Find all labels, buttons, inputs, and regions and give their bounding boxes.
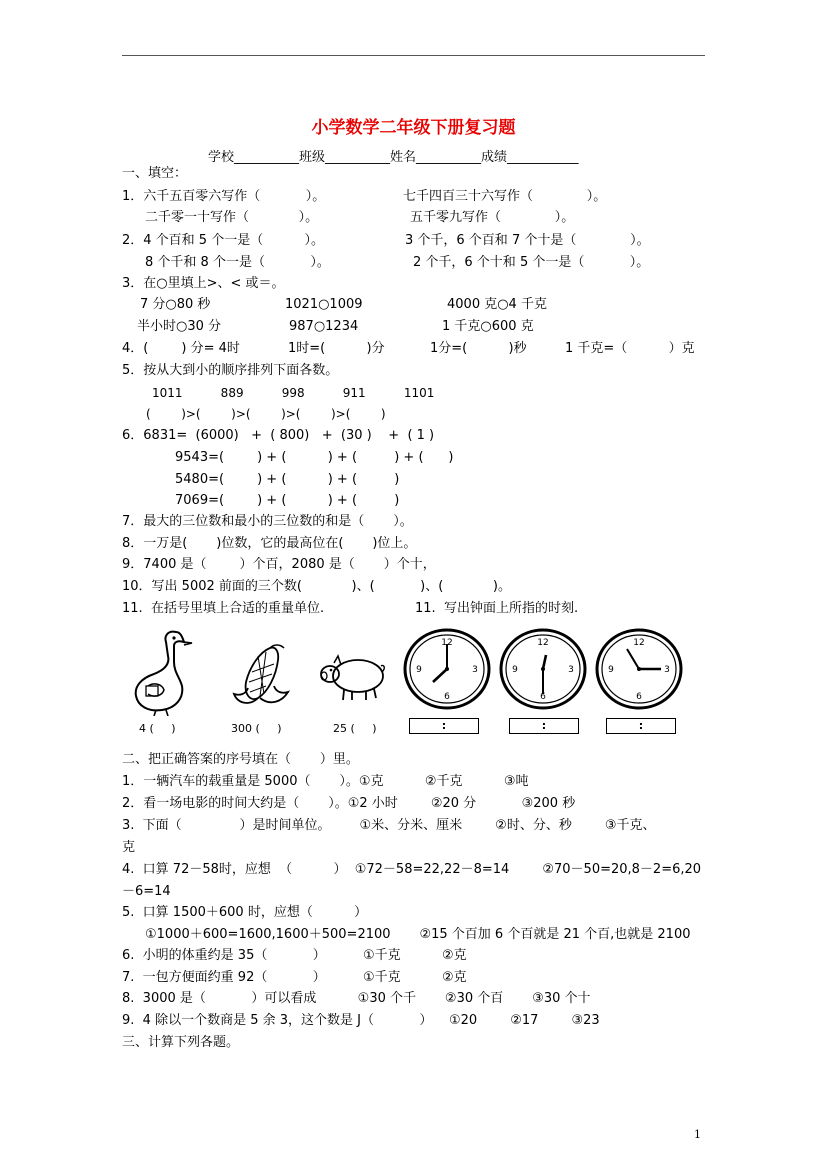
question-line: 6．6831= (6000) + ( 800) + (30 ) + ( 1 ) — [122, 428, 435, 443]
question-line: 1时=( )分 — [288, 341, 385, 356]
question-line: 9543=( ) + ( ) + ( ) + ( ) — [175, 450, 454, 465]
question-line: ①1000＋600=1600,1600＋500=2100 ②15 个百加 6 个百就是 21 个百,也就是 2100 — [145, 927, 691, 942]
svg-text:12: 12 — [441, 638, 453, 648]
question-line: 9. 4 除以一个数商是 5 余 3，这个数是 J（ ） ①20 ②17 ③23 — [122, 1013, 600, 1028]
question-line: 1．六千五百零六写作（ ）。 — [122, 189, 326, 204]
svg-text:12: 12 — [537, 638, 549, 648]
question-line: 6. 小明的体重约是 35（ ） ①千克 ②克 — [122, 948, 467, 963]
svg-text:3: 3 — [664, 665, 670, 675]
question-line: 987○1234 — [289, 319, 359, 334]
svg-text:9: 9 — [608, 665, 614, 675]
question-line: 4000 克○4 千克 — [447, 297, 547, 312]
question-line: 3．在○里填上>、< 或＝。 — [122, 276, 285, 291]
question-line: 1011 889 998 911 1101 — [152, 386, 435, 400]
question-line: 11. 在括号里填上合适的重量单位. — [122, 601, 325, 616]
question-line: 8 个千和 8 个一是（ ）。 — [145, 255, 330, 270]
question-line: 1 千克○600 克 — [442, 319, 534, 334]
question-line: 2．4 个百和 5 个一是（ ）。 — [122, 233, 325, 248]
question-line: 1．一辆汽车的载重量是 5000（ ）。①克 ②千克 ③吨 — [122, 774, 529, 789]
svg-text:9: 9 — [512, 665, 518, 675]
question-line: 七千四百三十六写作（ ）。 — [403, 189, 607, 204]
corn-icon — [230, 642, 292, 712]
question-line: 4. 口算 72－58时，应想 （ ） ①72－58=22,22－8=14 ②70－50=20,8－2=6,20 — [122, 862, 702, 877]
svg-text:9: 9 — [416, 665, 422, 675]
question-line: 4．( ) 分= 4时 — [122, 341, 240, 356]
student-info-line: 学校__________班级__________姓名__________成绩___________ — [208, 150, 579, 165]
svg-text:6: 6 — [540, 692, 546, 702]
pig-icon — [318, 648, 388, 706]
question-line: 8. 3000 是（ ）可以看成 ①30 个千 ②30 个百 ③30 个十 — [122, 991, 591, 1006]
question-line: 5．按从大到小的顺序排列下面各数。 — [122, 363, 339, 378]
section-heading: 一、填空： — [122, 166, 188, 181]
question-line: 9．7400 是（ ）个百，2080 是（ ）个十， — [122, 557, 436, 572]
question-line: 3 个千，6 个百和 7 个十是（ ）。 — [405, 233, 650, 248]
svg-text:6: 6 — [636, 692, 642, 702]
question-line: ( )>( )>( )>( )>( ) — [146, 407, 386, 421]
time-answer-box[interactable]: : — [409, 718, 479, 734]
goose-icon — [128, 628, 200, 716]
clock-icon-3 — [595, 628, 683, 710]
question-line: 7. 一包方便面约重 92（ ） ①千克 ②克 — [122, 970, 467, 985]
question-line: 2 个千，6 个十和 5 个一是（ ）。 — [413, 255, 650, 270]
question-line: 7069=( ) + ( ) + ( ) — [175, 493, 400, 508]
time-answer-box[interactable]: : — [509, 718, 579, 734]
question-line: 7 分○80 秒 — [140, 297, 211, 312]
time-answer-box[interactable]: : — [606, 718, 676, 734]
clock-icon-1 — [403, 628, 491, 710]
question-line: 5. 口算 1500＋600 时，应想（ ） — [122, 905, 368, 920]
question-line: 克 — [122, 840, 136, 855]
question-line: 二千零一十写作（ ）。 — [145, 210, 319, 225]
svg-text:12: 12 — [633, 638, 645, 648]
weight-caption: 25 ( ) — [333, 722, 377, 735]
weight-caption: 300 ( ) — [231, 722, 282, 735]
section-heading: 二、把正确答案的序号填在（ ）里。 — [122, 752, 359, 767]
question-line: 五千零九写作（ ）。 — [410, 210, 575, 225]
clock-icon-2 — [499, 628, 587, 710]
section-heading: 三、计算下列各题。 — [122, 1035, 240, 1050]
weight-caption: 4 ( ) — [139, 722, 176, 735]
question-line: 8．一万是( )位数，它的最高位在( )位上。 — [122, 536, 417, 551]
top-rule — [122, 55, 705, 56]
svg-text:3: 3 — [472, 665, 478, 675]
question-line: 1021○1009 — [285, 297, 363, 312]
svg-text:6: 6 — [444, 692, 450, 702]
question-line: 半小时○30 分 — [137, 319, 222, 334]
question-line: 5480=( ) + ( ) + ( ) — [175, 472, 400, 487]
page-title: 小学数学二年级下册复习题 — [311, 118, 516, 138]
question-line: 2．看一场电影的时间大约是（ ）。①2 小时 ②20 分 ③200 秒 — [122, 796, 576, 811]
question-line: 1分=( )秒 — [430, 341, 527, 356]
question-line: 11. 写出钟面上所指的时刻. — [415, 601, 579, 616]
question-line: 10．写出 5002 前面的三个数( )、( )、( )。 — [122, 579, 511, 594]
question-line: 1 千克=（ ）克 — [565, 341, 695, 356]
svg-text:3: 3 — [568, 665, 574, 675]
question-line: 7．最大的三位数和最小的三位数的和是（ ）。 — [122, 514, 413, 529]
page-number: 1 — [694, 1128, 701, 1141]
question-line: 3. 下面（ ）是时间单位。 ①米、分米、厘米 ②时、分、秒 ③千克、 — [122, 818, 656, 833]
question-line: －6=14 — [122, 884, 171, 899]
